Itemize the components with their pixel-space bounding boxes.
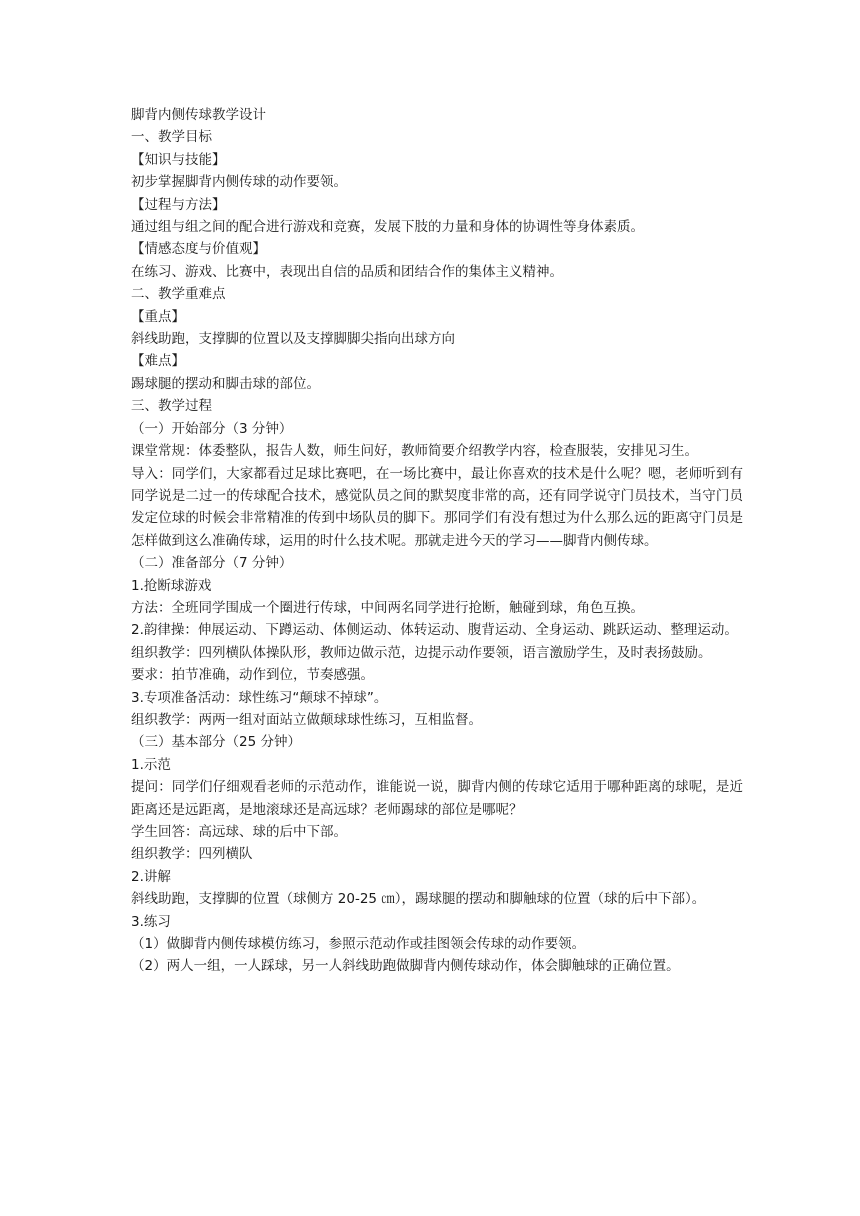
- paragraph: 在练习、游戏、比赛中，表现出自信的品质和团结合作的集体主义精神。: [131, 263, 563, 280]
- paragraph: 初步掌握脚背内侧传球的动作要领。: [131, 174, 347, 191]
- paragraph: 方法：全班同学围成一个圈进行传球，中间两名同学进行抢断，触碰到球，角色互换。: [131, 599, 644, 616]
- paragraph: 斜线助跑，支撑脚的位置（球侧方 20-25 ㎝），踢球腿的摆动和脚触球的位置（球的后中下部）。: [131, 891, 706, 908]
- paragraph: 组织教学：四列横队体操队形，教师边做示范，边提示动作要领，语言激励学生，及时表扬鼓励。: [131, 644, 712, 661]
- paragraph: 踢球腿的摆动和脚击球的部位。: [131, 375, 320, 392]
- subheading-difficulty: 【难点】: [131, 353, 185, 370]
- paragraph: 通过组与组之间的配合进行游戏和竞赛，发展下肢的力量和身体的协调性等身体素质。: [131, 219, 644, 236]
- subheading-knowledge-skills: 【知识与技能】: [131, 151, 226, 168]
- paragraph: 提问：同学们仔细观看老师的示范动作，谁能说一说，脚背内侧的传球它适用于哪种距离的球呢，是近距离还是远距离，是地滚球还是高远球？老师踢球的部位是哪呢？: [131, 779, 743, 818]
- paragraph: （2）两人一组，一人踩球，另一人斜线助跑做脚背内侧传球动作，体会脚触球的正确位置。: [131, 958, 680, 975]
- subheading-key-point: 【重点】: [131, 308, 185, 325]
- list-item: 1.示范: [131, 756, 171, 773]
- paragraph: 课堂常规：体委整队，报告人数，师生问好，教师简要介绍教学内容，检查服装，安排见习生。: [131, 443, 698, 460]
- list-item: 3.专项准备活动：球性练习“颠球不掉球”。: [131, 689, 388, 706]
- list-item: 1.抢断球游戏: [131, 577, 212, 594]
- section-heading-process: 三、教学过程: [131, 398, 212, 415]
- subheading-attitude-values: 【情感态度与价值观】: [131, 241, 266, 258]
- paragraph: 要求：拍节准确，动作到位，节奏感强。: [131, 667, 374, 684]
- paragraph: 组织教学：四列横队: [131, 846, 253, 863]
- doc-title: 脚背内侧传球教学设计: [131, 107, 266, 123]
- paragraph: 学生回答：高远球、球的后中下部。: [131, 824, 347, 840]
- paragraph: 斜线助跑，支撑脚的位置以及支撑脚脚尖指向出球方向: [131, 331, 455, 348]
- section-heading-objectives: 一、教学目标: [131, 129, 212, 146]
- subheading-process-methods: 【过程与方法】: [131, 196, 226, 213]
- subsection-heading-basic: （三）基本部分（25 分钟）: [131, 734, 301, 751]
- section-heading-key-points: 二、教学重难点: [131, 286, 226, 303]
- paragraph: （1）做脚背内侧传球模仿练习，参照示范动作或挂图领会传球的动作要领。: [131, 936, 586, 953]
- list-item: 2.讲解: [131, 868, 171, 885]
- subsection-heading-start: （一）开始部分（3 分钟）: [131, 420, 293, 437]
- paragraph: 导入：同学们，大家都看过足球比赛吧，在一场比赛中，最让你喜欢的技术是什么呢？嗯，老师听到有同学说是二过一的传球配合技术，感觉队员之间的默契度非常的高，还有同学说守门员技术，当守门员发定位球的时候会非常精准的传到中场队员的脚下。那同学们有没有想过为什么那么远的距离守门员是怎样做到这么准确传球，运用的时什么技术呢。那就走进今天的学习——脚背内侧传球。: [131, 465, 743, 549]
- list-item: 3.练习: [131, 913, 171, 930]
- paragraph: 组织教学：两两一组对面站立做颠球球性练习，互相监督。: [131, 711, 482, 728]
- document-page: [131, 104, 743, 978]
- subsection-heading-preparation: （二）准备部分（7 分钟）: [131, 555, 293, 572]
- list-item: 2.韵律操：伸展运动、下蹲运动、体侧运动、体转运动、腹背运动、全身运动、跳跃运动、整理运动。: [131, 622, 738, 639]
